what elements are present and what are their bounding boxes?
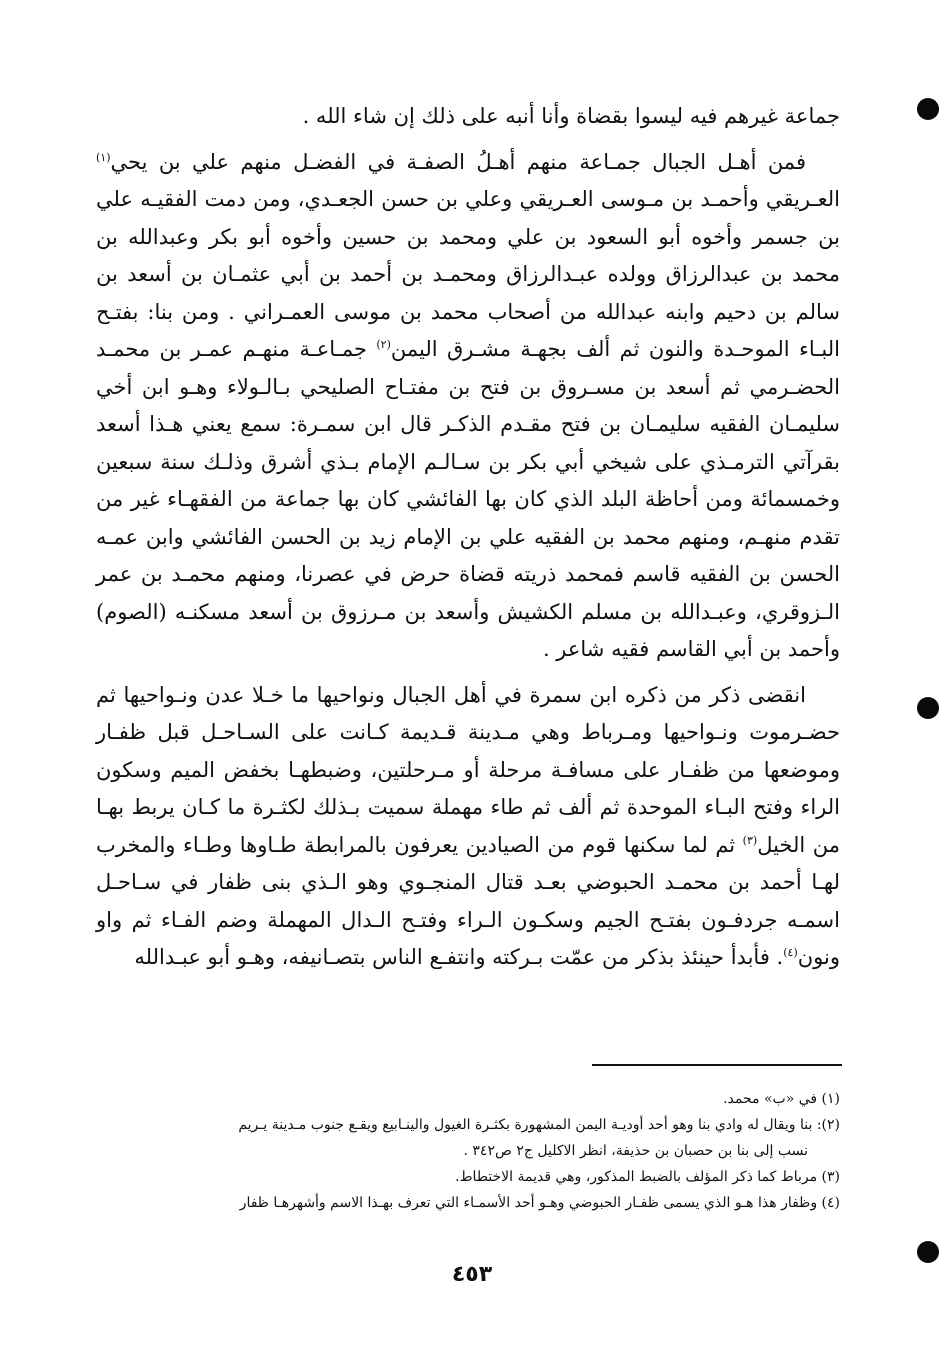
footnote-3: (٣) مرباط كما ذكر المؤلف بالضبط المذكور، وهي قديمة الاختطاط. [455, 1169, 840, 1185]
paragraph-3 [96, 677, 840, 977]
paragraph-2-end: جمـاعـة منهـم عمـر بن محمـد الحضـرمي ثم أسعد بن مسـروق بن فتح بن مفتـاح الصليحي بـالـولاء وهـو ابن أخي سليمـان الفقيه سليمـان بن فتح مقـدم الذكـر قال ابن سمـرة: سمع يعني هـذا أسعد بقرآتي الترمـذي على شيخي أبي بكر بن سـالـم الإمام بـذي أشرق وذلـك سنة سبعين وخمسمائة ومن أحاظة البلد الذي كان بها الفائشي كان بها جماعة من الفقهـاء غير من تقدم منهـم، ومنهم محمد بن الفقيه علي بن الإمام زيد بن الحسن الفائشي وابن عمـه الحسن بن الفقيه قاسم فمحمد ذريته قضاة حرض في عصرنا، ومنهم محمـد بن عمر الـزوقري، وعبـدالله بن مسلم الكشيش وأسعد بن مـرزوق بن أسعد مسكنـه (الصوم) وأحمد بن أبي القاسم فقيه شاعر . [96, 337, 840, 661]
paragraph-3-mid: ثم لما سكنها قوم من الصيادين يعرفون بالمرابطة طـاوها وطـاء والمخرب لهـا أحمد بن محمـد الحبوضي بعـد قتال المنجـوي وهو الـذي بنى ظفار في سـاحـل اسمـه جردفـون بفتـح الجيم وسكـون الـراء وفتـح الـدال المهملة وضم الفـاء ثم واو ونون [96, 832, 840, 969]
footnote-ref-3: (٣) [742, 833, 758, 847]
binding-hole-bottom [917, 1241, 939, 1263]
paragraph-1: جماعة غيرهم فيه ليسوا بقضاة وأنا أنبه على ذلك إن شاء الله . [302, 104, 840, 128]
footnote-ref-1: (١) [96, 150, 111, 164]
footnote-1: (١) في «ب» محمد. [723, 1091, 840, 1107]
main-text [96, 98, 840, 977]
paragraph-2-mid: العـريقي وأحمـد بن مـوسى العـريقي وعلي بن حسن الجعـدي، ومن دمت الفقيـه علي بن جسمر وأخوه أبو السعود بن علي ومحمد بن حسين وأخوه أبو بكر وعبدالله بن محمد بن عبدالرزاق وولده عبـدالرزاق ومحمـد بن أحمد بن أبي عثمـان بن أسعد بن سالم بن دحيم وابنه عبدالله من أصحاب محمد بن موسى العمـراني . ومن بنا: بفتـح البـاء الموحـدة والنون ثم ألف بجهـة مشـرق اليمن [96, 187, 840, 361]
binding-hole-top [917, 98, 939, 120]
paragraph-3-end: . فأبدأ حينئذ بذكر من عمّت بـركته وانتفـع الناس بتصـانيفه، وهـو أبو عبـدالله [134, 945, 784, 969]
footnote-2-continued: نسب إلى بنا بن حصبان بن حذيفة، انظر الاكليل ج٢ ص٣٤٢ . [463, 1143, 808, 1159]
footnote-4: (٤) وظفار هذا هـو الذي يسمى ظفـار الحبوضي وهـو أحد الأسمـاء التي تعرف بهـذا الاسم وأشهرهـا ظفار [239, 1195, 840, 1211]
footnote-separator [592, 1064, 842, 1066]
paragraph-2-start: فمن أهـل الجبال جمـاعة منهم أهـلُ الصفـة في الفضـل منهم علي بن يحي [110, 149, 806, 174]
page-number: ٤٥٣ [451, 1262, 493, 1287]
paragraph-3-start: انقضى ذكر من ذكره ابن سمرة في أهل الجبال ونواحيها ما خـلا عدن ونـواحيها ثم حضـرموت ونـواحيها ومـرباط وهي مـدينة قـديمة كـانت على السـاحـل قبل ظفـار وموضعها من ظفـار على مسافـة مرحلة أو مـرحلتين، وضبطهـا بخفض الميم وسكون الراء وفتح البـاء الموحدة ثم ألف ثم طاء مهملة سميت بـذلك لكثـرة ما كـان يربط بهـا من الخيل [96, 682, 840, 857]
footnotes [96, 1086, 840, 1216]
footnote-ref-4: (٤) [783, 946, 798, 959]
footnote-ref-2: (٢) [376, 338, 391, 351]
paragraph-2 [96, 144, 840, 669]
binding-hole-middle [917, 697, 939, 719]
footnote-2: (٢): بنا ويقال له وادي بنا وهو أحد أوديـة اليمن المشهورة بكثـرة الغيول والينـابيع ويقـع جنوب مـدينة يـريم [238, 1117, 840, 1133]
